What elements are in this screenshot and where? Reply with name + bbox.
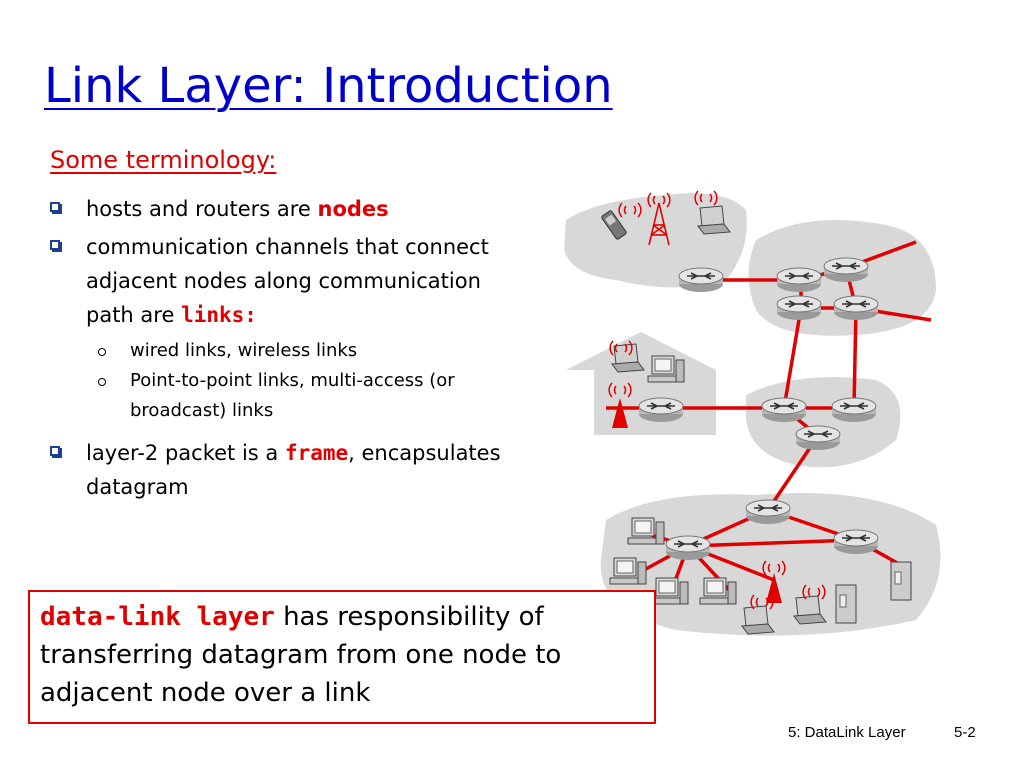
definition-box: data-link layer has responsibility of transferring datagram from one node to adjacent node over a link xyxy=(28,590,656,724)
server-icon xyxy=(836,585,856,623)
bullet-list xyxy=(48,192,508,508)
term-data-link-layer: data-link layer xyxy=(40,602,275,632)
term-links: links: xyxy=(181,303,257,327)
checkbox-bullet-icon xyxy=(50,446,60,456)
footer-page-number: 5-2 xyxy=(954,724,976,741)
sub-bullet-p2p: Point-to-point links, multi-access (or broadcast) links xyxy=(48,366,508,426)
router-icon xyxy=(762,398,806,422)
checkbox-bullet-icon xyxy=(50,202,60,212)
router-icon xyxy=(777,296,821,320)
router-icon xyxy=(639,398,683,422)
router-icon xyxy=(796,426,840,450)
router-icon xyxy=(832,398,876,422)
house-icon xyxy=(566,332,716,435)
footer-chapter: 5: DataLink Layer xyxy=(788,724,906,741)
term-nodes: nodes xyxy=(317,197,389,221)
router-icon xyxy=(666,536,710,560)
router-icon xyxy=(834,296,878,320)
slide-title: Link Layer: Introduction xyxy=(44,58,613,114)
term-frame: frame xyxy=(284,441,349,465)
sub-bullet-wired: wired links, wireless links xyxy=(48,336,508,366)
desktop-computer-icon xyxy=(700,578,736,604)
bullet-frame: layer-2 packet is a frame, encapsulates datagram xyxy=(48,436,508,504)
checkbox-bullet-icon xyxy=(50,240,60,250)
isp-cloud-middle xyxy=(746,377,901,467)
router-icon xyxy=(777,268,821,292)
router-icon xyxy=(746,500,790,524)
router-icon xyxy=(834,530,878,554)
network-diagram xyxy=(556,180,1024,650)
desktop-computer-icon xyxy=(652,578,688,604)
bullet-links: communication channels that connect adjacent nodes along communication path are links: xyxy=(48,230,508,332)
desktop-computer-icon xyxy=(628,518,664,544)
subheading: Some terminology: xyxy=(50,146,277,174)
circle-bullet-icon xyxy=(98,378,106,386)
router-icon xyxy=(824,258,868,282)
server-icon xyxy=(891,562,911,600)
desktop-computer-icon xyxy=(648,356,684,382)
circle-bullet-icon xyxy=(98,348,106,356)
router-icon xyxy=(679,268,723,292)
desktop-computer-icon xyxy=(610,558,646,584)
bullet-nodes: hosts and routers are nodes xyxy=(48,192,508,226)
